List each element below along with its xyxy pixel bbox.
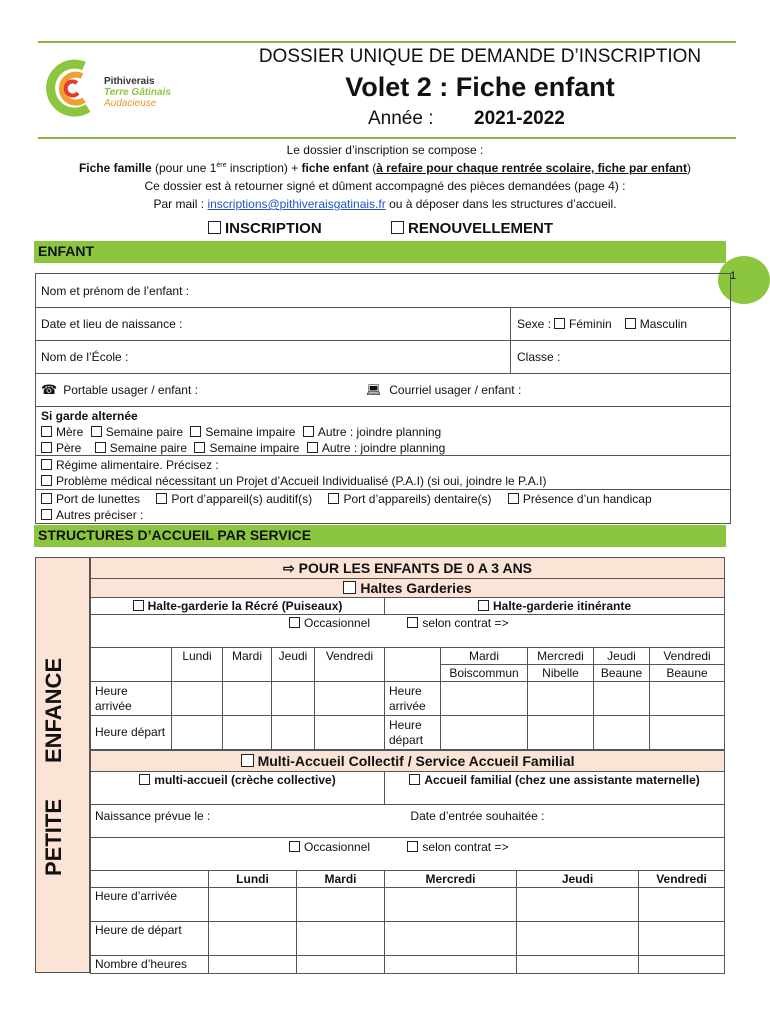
accueil-familial-checkbox[interactable] bbox=[409, 774, 420, 785]
logo-line-1: Pithiverais bbox=[104, 76, 155, 87]
handicap-option[interactable] bbox=[508, 492, 652, 506]
itin-day-header: Mercredi bbox=[528, 648, 594, 665]
selon-contrat-checkbox[interactable] bbox=[407, 617, 418, 628]
day-header: Vendredi bbox=[315, 648, 385, 682]
feminin-checkbox[interactable] bbox=[554, 318, 565, 329]
time-cell[interactable] bbox=[315, 716, 385, 750]
time-cell[interactable] bbox=[385, 956, 517, 974]
time-cell[interactable] bbox=[315, 682, 385, 716]
label-courriel: Courriel usager / enfant : bbox=[389, 383, 522, 397]
creche-checkbox[interactable] bbox=[139, 774, 150, 785]
halte-itinerante-checkbox[interactable] bbox=[478, 600, 489, 611]
label-sexe: Sexe : bbox=[517, 317, 552, 331]
itin-day-header: Vendredi bbox=[650, 648, 725, 665]
dates-row[interactable] bbox=[91, 805, 725, 838]
occasionnel-option[interactable] bbox=[289, 616, 370, 630]
heure-depart2-label: Heure de départ bbox=[91, 922, 209, 956]
selon-contrat-option[interactable] bbox=[407, 840, 508, 854]
mere-option[interactable] bbox=[41, 425, 83, 439]
date-entree-label: Date d’entrée souhaitée : bbox=[410, 809, 545, 823]
halte-recre-option[interactable] bbox=[91, 598, 385, 615]
itin-day-header: Jeudi bbox=[594, 648, 650, 665]
intro-refaire: à refaire pour chaque rentrée scolaire, fiche par enfant bbox=[376, 161, 688, 175]
time-cell[interactable] bbox=[639, 922, 725, 956]
time-cell[interactable] bbox=[528, 682, 594, 716]
multi-accueil-table bbox=[90, 750, 725, 974]
mere-impaire-option[interactable] bbox=[190, 425, 295, 439]
haltes-checkbox[interactable] bbox=[343, 581, 356, 594]
garde-mere-row bbox=[41, 424, 725, 440]
intro-text: ou à déposer dans les structures d’accueil. bbox=[385, 197, 617, 211]
intro-line-2 bbox=[0, 161, 770, 175]
intro-line-4 bbox=[0, 197, 770, 211]
nombre-heures-label: Nombre d’heures bbox=[91, 956, 209, 974]
time-cell[interactable] bbox=[385, 888, 517, 922]
week-day-header: Mardi bbox=[297, 871, 385, 888]
appareils-block bbox=[36, 490, 730, 524]
time-cell[interactable] bbox=[272, 682, 315, 716]
time-cell[interactable] bbox=[223, 716, 272, 750]
label-portable: Portable usager / enfant : bbox=[63, 383, 198, 397]
time-cell[interactable] bbox=[209, 956, 297, 974]
inscription-choice[interactable] bbox=[208, 220, 322, 237]
multi-label: Multi-Accueil Collectif / Service Accueil Familial bbox=[257, 753, 575, 769]
checkbox[interactable] bbox=[194, 442, 205, 453]
multi-header[interactable] bbox=[91, 751, 725, 772]
lunettes-label: Port de lunettes bbox=[56, 492, 141, 506]
day-header: Mardi bbox=[223, 648, 272, 682]
week-day-header: Mercredi bbox=[385, 871, 517, 888]
header-rule bbox=[38, 137, 736, 139]
time-cell[interactable] bbox=[650, 716, 725, 750]
halte-itinerante-option[interactable] bbox=[385, 598, 725, 615]
logo bbox=[44, 58, 194, 118]
row-ecole[interactable] bbox=[36, 341, 730, 374]
time-cell[interactable] bbox=[639, 888, 725, 922]
time-cell[interactable] bbox=[594, 682, 650, 716]
year-value: 2021-2022 bbox=[474, 108, 565, 129]
garde-title: Si garde alternée bbox=[41, 409, 138, 423]
week-day-header: Jeudi bbox=[517, 871, 639, 888]
phone-icon: ☎ bbox=[41, 382, 58, 397]
naissance-prevue-label: Naissance prévue le : bbox=[95, 809, 211, 823]
medical-block bbox=[36, 456, 730, 490]
haltes-table bbox=[90, 557, 725, 750]
occasionnel-checkbox[interactable] bbox=[289, 841, 300, 852]
autre-label: Autre : joindre planning bbox=[321, 441, 446, 455]
itin-place: Boiscommun bbox=[441, 665, 528, 682]
intro-text: ) bbox=[687, 161, 692, 175]
checkbox[interactable] bbox=[190, 426, 201, 437]
pere-autre-option[interactable] bbox=[307, 441, 445, 455]
occasionnel-label: Occasionnel bbox=[304, 616, 371, 630]
haltes-frequence-row bbox=[91, 615, 725, 648]
time-cell[interactable] bbox=[209, 922, 297, 956]
page-number: 1 bbox=[730, 270, 737, 282]
semaine-paire-label: Semaine paire bbox=[109, 441, 188, 455]
auditif-option[interactable] bbox=[156, 492, 312, 506]
halte-itinerante-label: Halte-garderie itinérante bbox=[492, 599, 632, 613]
selon-contrat-checkbox[interactable] bbox=[407, 841, 418, 852]
computer-icon: 💻︎ bbox=[366, 383, 382, 397]
regime-checkbox[interactable] bbox=[41, 459, 52, 470]
creche-option[interactable] bbox=[91, 772, 385, 805]
intro-line-3: Ce dossier est à retourner signé et dûment accompagné des pièces demandées (page 4) : bbox=[144, 179, 626, 193]
heure-depart-label: Heure départ bbox=[91, 716, 172, 750]
time-cell[interactable] bbox=[441, 682, 528, 716]
inscription-label: INSCRIPTION bbox=[225, 220, 322, 237]
autres-label: Autres préciser : bbox=[56, 508, 144, 522]
heure-depart-label: Heure départ bbox=[385, 716, 441, 750]
day-header: Jeudi bbox=[272, 648, 315, 682]
time-cell[interactable] bbox=[209, 888, 297, 922]
label-petite: PETITE bbox=[41, 798, 66, 876]
pere-option[interactable] bbox=[41, 441, 81, 455]
semaine-impaire-label: Semaine impaire bbox=[205, 425, 296, 439]
checkbox[interactable] bbox=[91, 426, 102, 437]
dentaire-option[interactable] bbox=[328, 492, 491, 506]
time-cell[interactable] bbox=[272, 716, 315, 750]
title-top: DOSSIER UNIQUE DE DEMANDE D’INSCRIPTION bbox=[258, 46, 702, 67]
regime-option[interactable] bbox=[41, 457, 725, 473]
itin-place: Beaune bbox=[594, 665, 650, 682]
halte-recre-checkbox[interactable] bbox=[133, 600, 144, 611]
email-link[interactable]: inscriptions@pithiveraisgatinais.fr bbox=[207, 197, 386, 211]
itin-day-header: Mardi bbox=[441, 648, 528, 665]
pai-option[interactable] bbox=[41, 473, 725, 489]
pai-checkbox[interactable] bbox=[41, 475, 52, 486]
occasionnel-checkbox[interactable] bbox=[289, 617, 300, 628]
itin-place: Beaune bbox=[650, 665, 725, 682]
intro-line-1: Le dossier d’inscription se compose : bbox=[286, 143, 484, 157]
handicap-label: Présence d’un handicap bbox=[522, 492, 652, 506]
section-enfant: ENFANT bbox=[34, 241, 726, 263]
auditif-label: Port d’appareil(s) auditif(s) bbox=[171, 492, 313, 506]
intro-mail-label: Par mail : bbox=[153, 197, 208, 211]
time-cell[interactable] bbox=[172, 716, 223, 750]
enfant-box bbox=[35, 273, 731, 524]
label-enfance: ENFANCE bbox=[41, 657, 66, 763]
renouvellement-choice[interactable] bbox=[391, 220, 553, 237]
masculin-checkbox[interactable] bbox=[625, 318, 636, 329]
lunettes-checkbox[interactable] bbox=[41, 493, 52, 504]
time-cell[interactable] bbox=[517, 922, 639, 956]
pere-label: Père bbox=[56, 441, 82, 455]
accueil-familial-label: Accueil familial (chez une assistante maternelle) bbox=[424, 773, 700, 787]
haltes-label: Haltes Garderies bbox=[360, 580, 472, 596]
haltes-header[interactable] bbox=[91, 579, 725, 598]
time-cell[interactable] bbox=[297, 956, 385, 974]
time-cell[interactable] bbox=[639, 956, 725, 974]
week-day-header: Vendredi bbox=[639, 871, 725, 888]
row-nom[interactable] bbox=[36, 274, 730, 308]
multi-frequence-row bbox=[91, 838, 725, 871]
halte-recre-label: Halte-garderie la Récré (Puiseaux) bbox=[147, 599, 343, 613]
mere-checkbox[interactable] bbox=[41, 426, 52, 437]
intro-text: inscription) + bbox=[226, 161, 302, 175]
day-header: Lundi bbox=[172, 648, 223, 682]
label-nom: Nom et prénom de l’enfant : bbox=[41, 283, 190, 298]
cell-empty bbox=[91, 648, 172, 682]
pour-enfants-header bbox=[91, 558, 725, 579]
regime-label: Régime alimentaire. Précisez : bbox=[56, 458, 219, 472]
label-classe: Classe : bbox=[517, 350, 561, 364]
arrow-right-icon: ⇨ bbox=[283, 559, 295, 576]
time-cell[interactable] bbox=[594, 716, 650, 750]
occasionnel-option[interactable] bbox=[289, 840, 370, 854]
semaine-impaire-label: Semaine impaire bbox=[209, 441, 300, 455]
time-cell[interactable] bbox=[528, 716, 594, 750]
intro-fiche-enfant: fiche enfant bbox=[301, 161, 369, 175]
autre-label: Autre : joindre planning bbox=[317, 425, 442, 439]
petite-enfance-column bbox=[35, 557, 90, 973]
page-title: Volet 2 : Fiche enfant bbox=[345, 72, 615, 102]
pere-paire-option[interactable] bbox=[95, 441, 187, 455]
lunettes-option[interactable] bbox=[41, 492, 140, 506]
row-naissance[interactable] bbox=[36, 308, 730, 341]
logo-line-3: Audacieuse bbox=[104, 98, 157, 109]
time-cell[interactable] bbox=[172, 682, 223, 716]
inscription-checkbox[interactable] bbox=[208, 221, 221, 234]
checkbox[interactable] bbox=[307, 442, 318, 453]
masculin-label: Masculin bbox=[639, 317, 688, 331]
time-cell[interactable] bbox=[385, 922, 517, 956]
label-naissance: Date et lieu de naissance : bbox=[41, 317, 183, 331]
dentaire-label: Port d’appareils) dentaire(s) bbox=[343, 492, 492, 506]
time-cell[interactable] bbox=[517, 888, 639, 922]
time-cell[interactable] bbox=[297, 922, 385, 956]
intro-sup: ère bbox=[216, 162, 227, 169]
cell-empty bbox=[385, 648, 441, 682]
time-cell[interactable] bbox=[517, 956, 639, 974]
heure-arrivee2-label: Heure d’arrivée bbox=[91, 888, 209, 922]
heure-arrivee-label: Heure arrivée bbox=[385, 682, 441, 716]
selon-contrat-label: selon contrat => bbox=[422, 616, 509, 630]
semaine-paire-label: Semaine paire bbox=[105, 425, 184, 439]
feminin-option[interactable] bbox=[554, 317, 612, 331]
mere-autre-option[interactable] bbox=[303, 425, 441, 439]
mere-label: Mère bbox=[56, 425, 84, 439]
pere-checkbox[interactable] bbox=[41, 442, 52, 453]
dentaire-checkbox[interactable] bbox=[328, 493, 339, 504]
cell-empty bbox=[91, 871, 209, 888]
time-cell[interactable] bbox=[223, 682, 272, 716]
pour-enfants-label: POUR LES ENFANTS DE 0 A 3 ANS bbox=[298, 559, 533, 576]
renouvellement-label: RENOUVELLEMENT bbox=[408, 220, 554, 237]
time-cell[interactable] bbox=[650, 682, 725, 716]
garde-alternee bbox=[36, 407, 730, 456]
occasionnel-label: Occasionnel bbox=[304, 840, 371, 854]
mere-paire-option[interactable] bbox=[91, 425, 183, 439]
garde-pere-row bbox=[41, 440, 725, 456]
selon-contrat-label: selon contrat => bbox=[422, 840, 509, 854]
checkbox[interactable] bbox=[95, 442, 106, 453]
week-day-header: Lundi bbox=[209, 871, 297, 888]
row-contact[interactable] bbox=[36, 374, 730, 407]
intro-text: ( bbox=[368, 161, 377, 175]
time-cell[interactable] bbox=[297, 888, 385, 922]
time-cell[interactable] bbox=[441, 716, 528, 750]
itin-place: Nibelle bbox=[528, 665, 594, 682]
multi-checkbox[interactable] bbox=[241, 754, 254, 767]
selon-contrat-option[interactable] bbox=[407, 616, 508, 630]
feminin-label: Féminin bbox=[569, 317, 612, 331]
autres-option[interactable] bbox=[41, 507, 725, 523]
checkbox[interactable] bbox=[303, 426, 314, 437]
year-label: Année : bbox=[368, 108, 434, 129]
accueil-familial-option[interactable] bbox=[385, 772, 725, 805]
auditif-checkbox[interactable] bbox=[156, 493, 167, 504]
intro-fiche-famille: Fiche famille bbox=[78, 161, 152, 175]
logo-swirl-icon bbox=[44, 58, 106, 118]
masculin-option[interactable] bbox=[625, 317, 687, 331]
pai-label: Problème médical nécessitant un Projet d’Accueil Individualisé (P.A.I) (si oui, joindre le P.A.I) bbox=[56, 474, 547, 488]
handicap-checkbox[interactable] bbox=[508, 493, 519, 504]
pere-impaire-option[interactable] bbox=[194, 441, 299, 455]
section-structures: STRUCTURES D’ACCUEIL PAR SERVICE bbox=[34, 525, 726, 547]
intro-text: (pour une 1 bbox=[151, 161, 217, 175]
autres-checkbox[interactable] bbox=[41, 509, 52, 520]
heure-arrivee-label: Heure arrivée bbox=[91, 682, 172, 716]
logo-line-2: Terre Gâtinais bbox=[104, 87, 171, 98]
label-ecole: Nom de l’École : bbox=[41, 350, 129, 364]
renouvellement-checkbox[interactable] bbox=[391, 221, 404, 234]
top-rule bbox=[38, 41, 736, 43]
creche-label: multi-accueil (crèche collective) bbox=[154, 773, 336, 787]
